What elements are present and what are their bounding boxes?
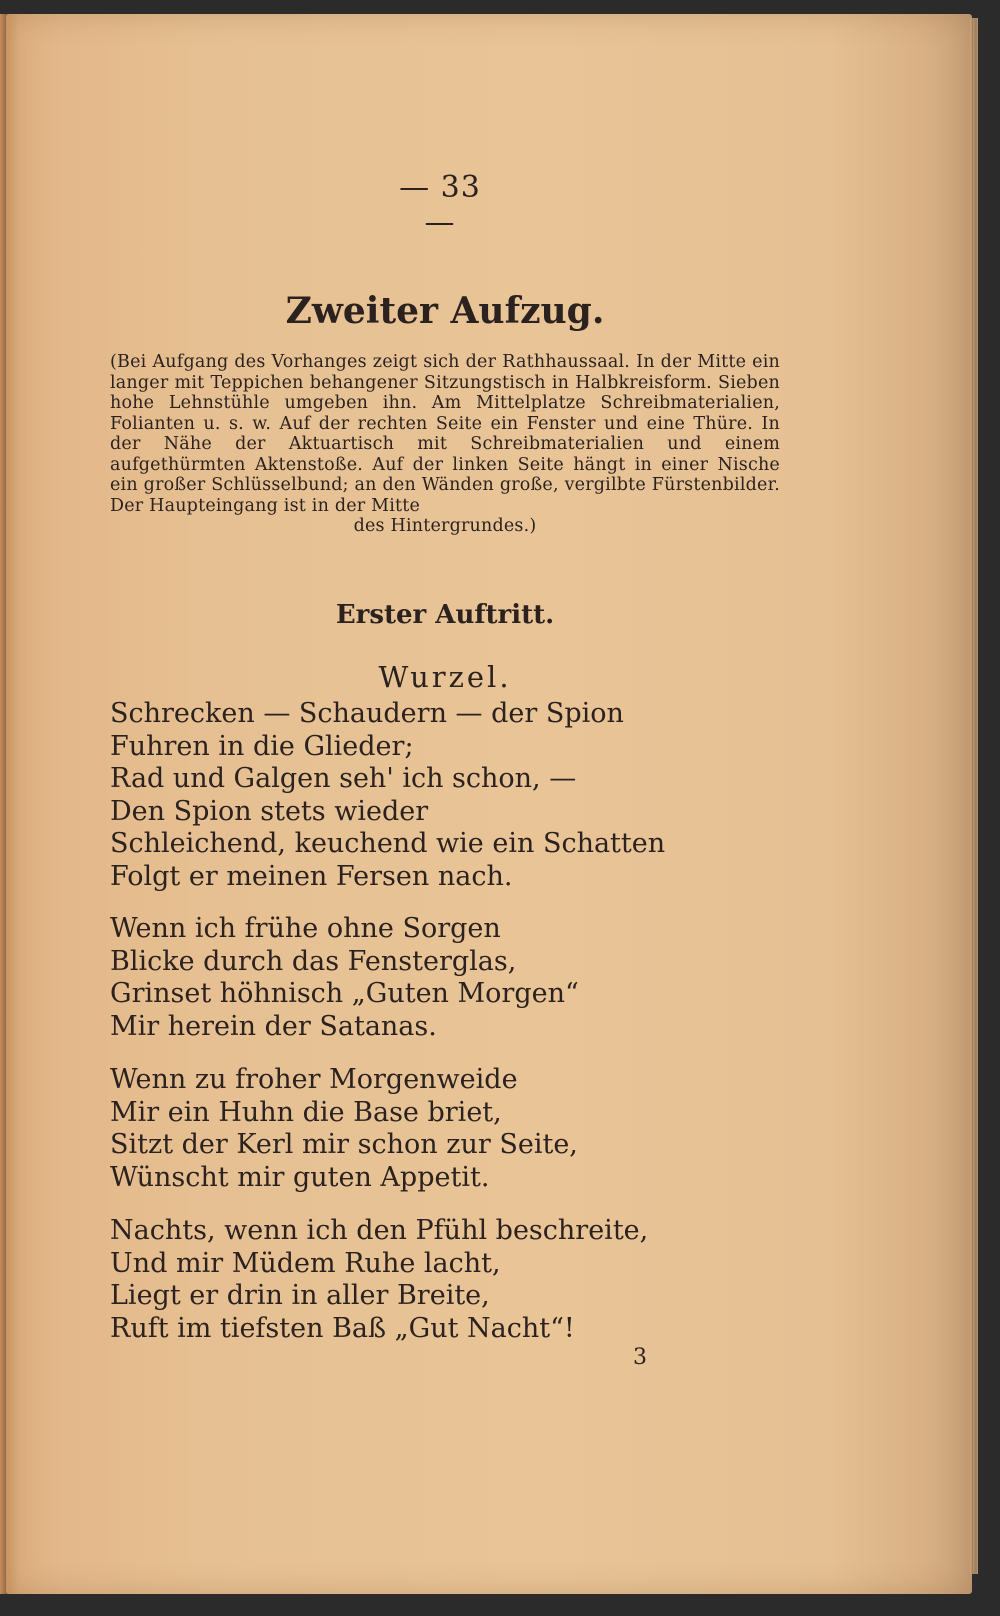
verse-line: Blicke durch das Fensterglas, (110, 945, 517, 977)
verse-line: Rad und Galgen seh' ich schon, — (110, 763, 577, 794)
verse-line: Mir herein der Satanas. (110, 1010, 437, 1042)
stanza-4 (110, 1215, 730, 1345)
verse-line: Und mir Müdem Ruhe lacht, (110, 1247, 501, 1279)
verse-line: Nachts, wenn ich den Pfühl beschreite, (110, 1215, 649, 1246)
page-number: — 33 — (399, 170, 481, 240)
stage-directions-end: des Hintergrundes.) (353, 516, 537, 536)
verse-line: Wenn zu froher Morgenweide (110, 1064, 518, 1095)
scene-title: Erster Auftritt. (335, 600, 555, 630)
speaker-name: Wurzel. (378, 660, 512, 694)
stage-directions-body: (Bei Aufgang des Vorhanges zeigt sich der Rathhaussaal. In der Mitte ein langer mit Teppichen behangener Sitzungstisch in Halbkreisform. Sieben hohe Lehnstühle umgeben ihn. Am Mittelplatze Schreibmaterialien, Folianten u. s. w. Auf der rechten Seite ein Fenster und eine Thüre. In der Nähe der Aktuartisch mit Schreibmaterialien und einem aufgethürmten Aktenstoße. Auf der linken Seite hängt in einer Nische ein großer Schlüsselbund; an den Wänden große, vergilbte Fürstenbilder. Der Haupteingang ist in der Mitte (110, 352, 780, 516)
verse-line: Grinset höhnisch „Guten Morgen“ (110, 978, 579, 1009)
stanza-1 (110, 698, 730, 893)
verse-line: Den Spion stets wieder (110, 795, 429, 827)
act-title: Zweiter Aufzug. (285, 290, 605, 332)
stage-directions (110, 352, 780, 537)
verse-line: Wünscht mir guten Appetit. (110, 1161, 490, 1193)
verse-line: Fuhren in die Glieder; (110, 730, 414, 762)
verse-line: Wenn ich frühe ohne Sorgen (110, 913, 501, 944)
verse-line: Sitzt der Kerl mir schon zur Seite, (110, 1129, 578, 1160)
signature-mark: 3 (633, 1345, 647, 1370)
verse-line: Schrecken — Schaudern — der Spion (110, 698, 624, 729)
verse-line: Folgt er meinen Fersen nach. (110, 860, 513, 892)
page-edge (970, 18, 978, 1574)
page-spine-shadow (0, 14, 18, 1594)
verse-line: Ruft im tiefsten Baß „Gut Nacht“! (110, 1312, 575, 1344)
stanza-3 (110, 1064, 730, 1194)
verse-line: Mir ein Huhn die Base briet, (110, 1096, 502, 1128)
verse-line: Schleichend, keuchend wie ein Schatten (110, 828, 666, 859)
verse-line: Liegt er drin in aller Breite, (110, 1280, 490, 1311)
stanza-2 (110, 913, 730, 1043)
